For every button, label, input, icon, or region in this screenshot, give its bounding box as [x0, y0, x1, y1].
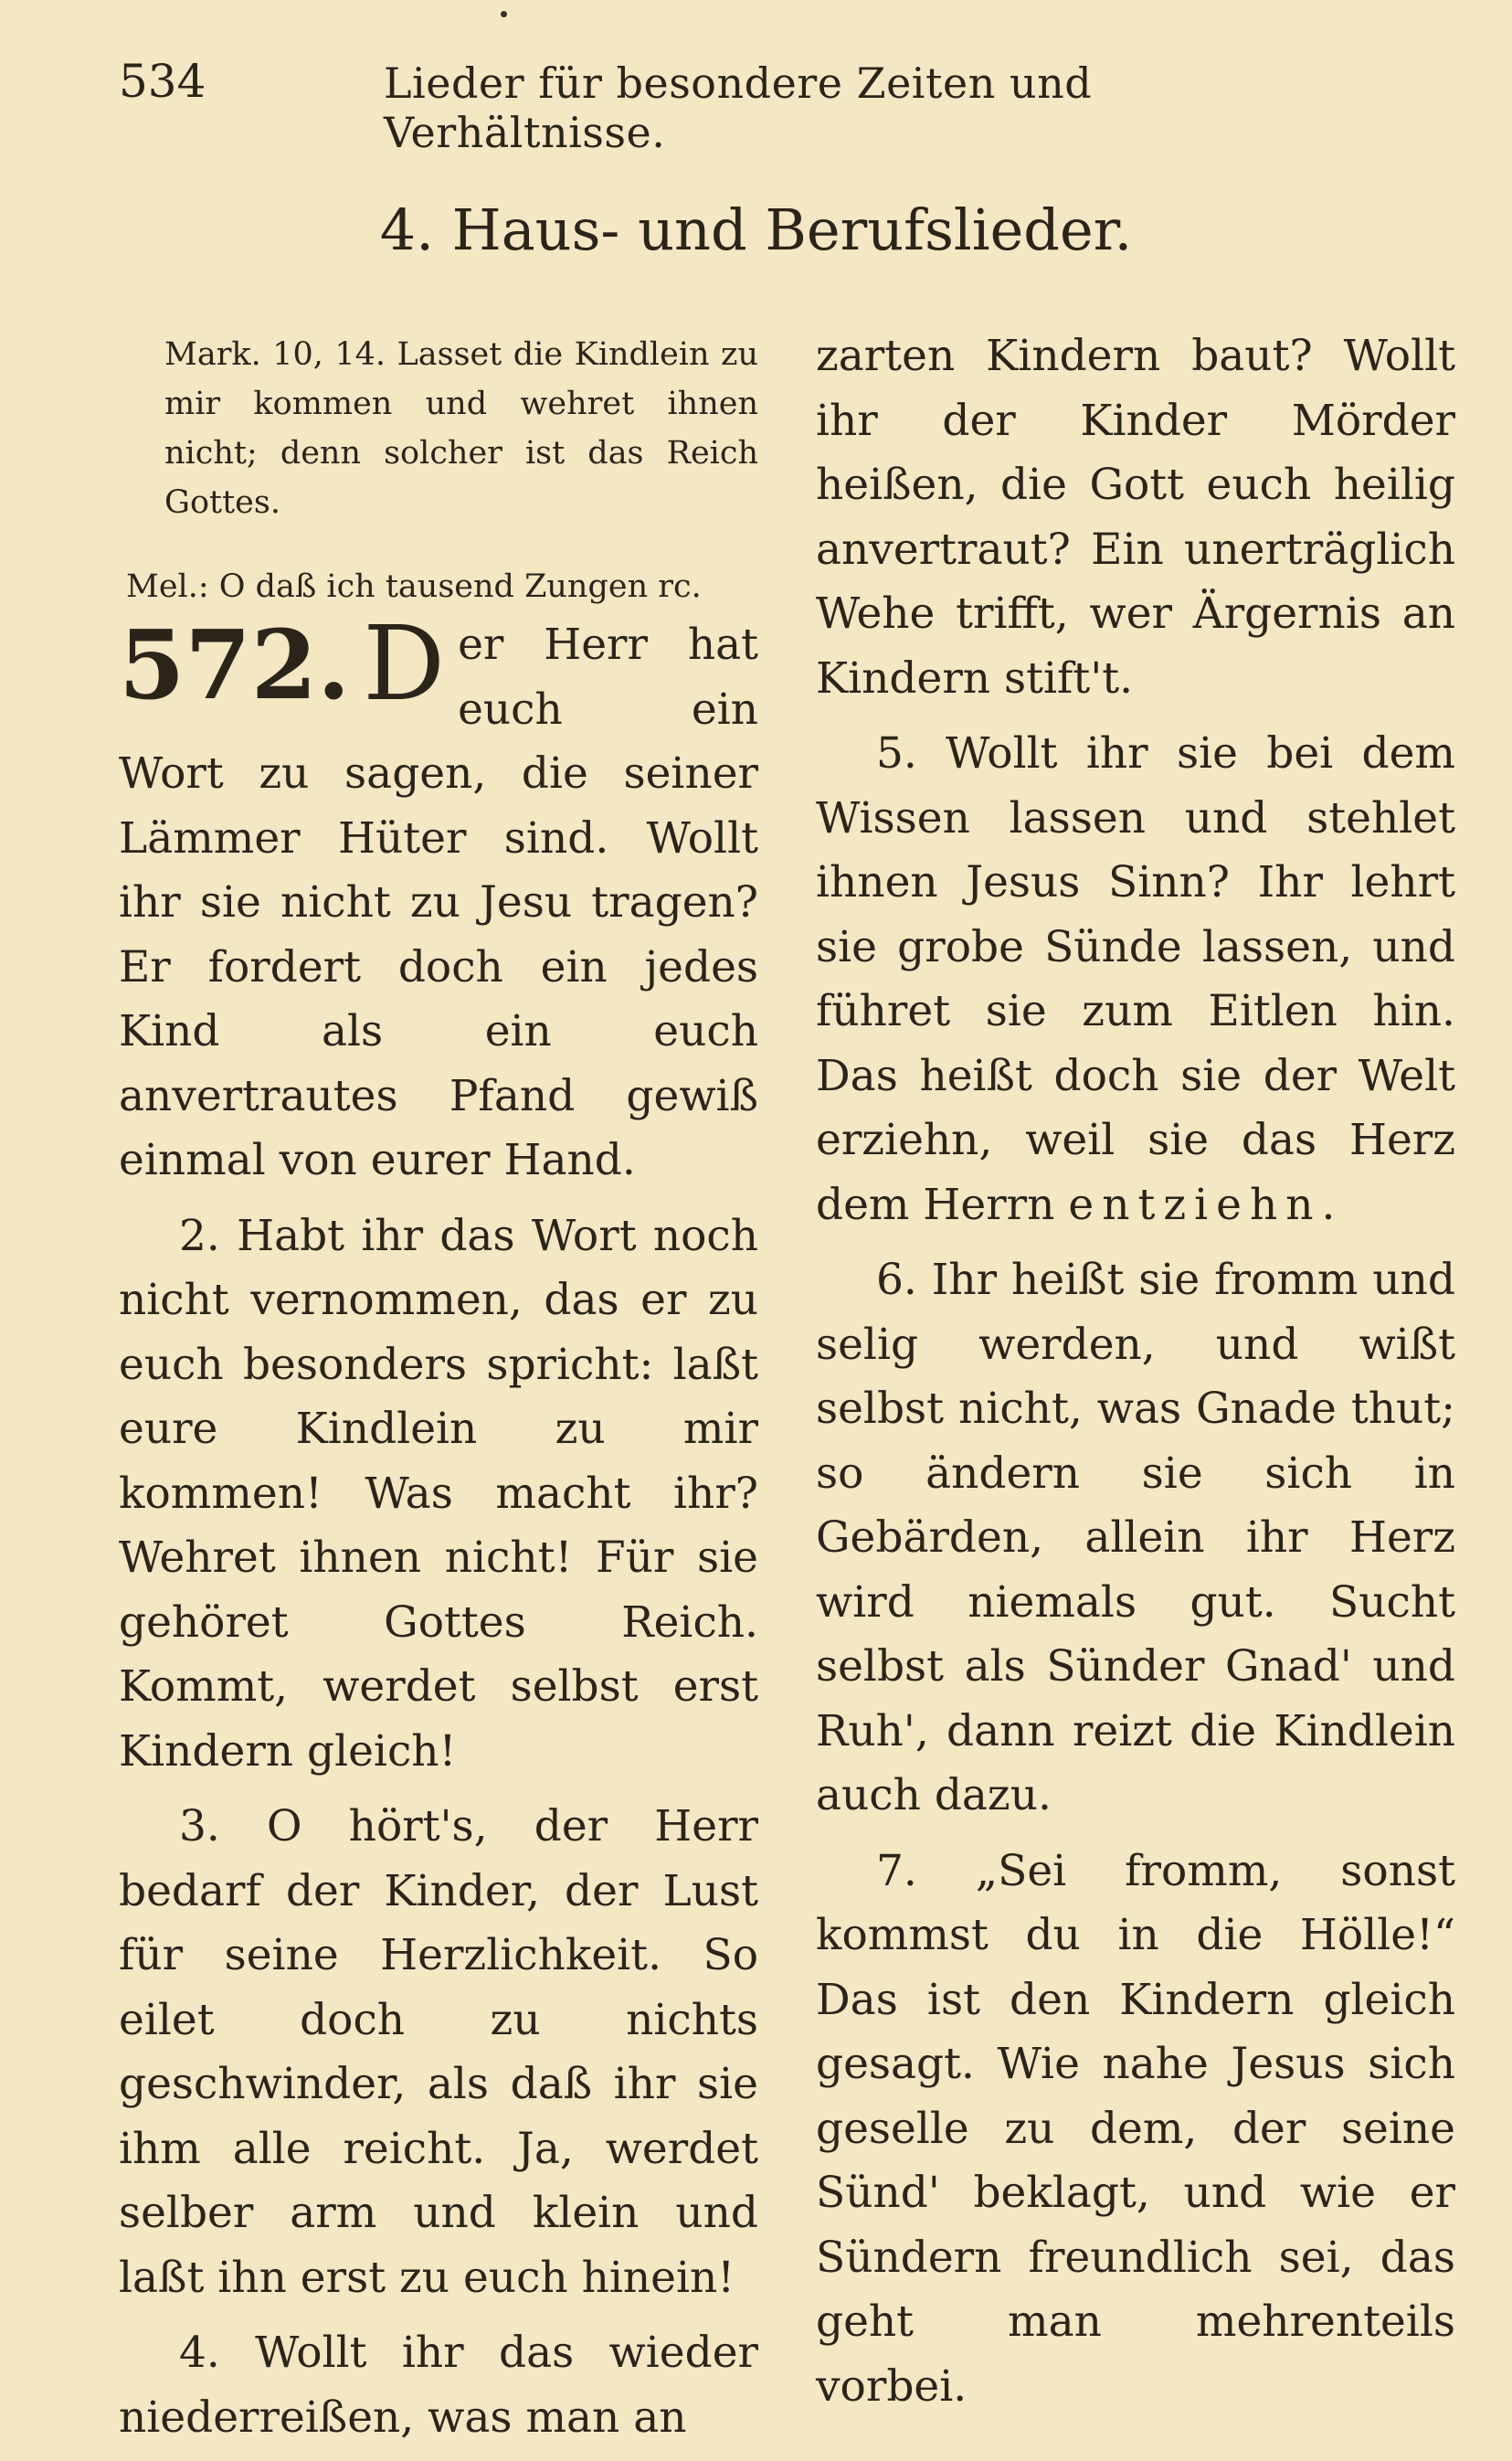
drop-initial: D [363, 605, 446, 724]
hymn-verse-4-start: 4. Wollt ihr das wieder niederreißen, was man an [119, 2328, 758, 2443]
bible-motto: Mark. 10, 14. Lasset die Kindlein zu mir kommen und wehret ihnen nicht; denn solcher ist das Reich Gottes. [164, 336, 758, 521]
ink-dot [501, 11, 507, 17]
hymn-verse-6: 6. Ihr heißt sie fromm und selig werden, und wißt selbst nicht, was Gnade thut; so ändern sie sich in Gebärden, allein ihr Herz wird niemals gut. Sucht selbst als Sünder Gnad' und Ruh', dann reizt die Kindlein auch dazu. [816, 1255, 1455, 1820]
verse-5-emphasis: entziehn. [1068, 1179, 1344, 1230]
verse-1-text: er Herr hat euch ein Wort zu sagen, die seiner Lämmer Hüter sind. Wollt ihr sie nicht zu Jesu tragen? Er fordert doch ein jedes Kind als ein euch anvertrautes Pfand gewiß einmal von eurer Hand. [119, 620, 758, 1185]
verse-5-text: 5. Wollt ihr sie bei dem Wissen lassen und stehlet ihnen Jesus Sinn? Ihr lehrt sie grobe Sünde lassen, und führet sie zum Eitlen hin. Das heißt doch sie der Welt erziehn, weil sie das Herz dem Herrn [816, 728, 1455, 1230]
hymn-verse-4-continued: zarten Kindern baut? Wollt ihr der Kinder Mörder heißen, die Gott euch heilig anvertraut? Ein unerträglich Wehe trifft, wer Ärgernis an Kindern stift't. [816, 331, 1455, 704]
left-column [119, 324, 758, 2461]
running-title: Lieder für besondere Zeiten und Verhältnisse. [384, 58, 1093, 157]
hymn-verse-5 [816, 722, 1455, 1237]
page-number: 534 [119, 55, 206, 108]
melody-line: Mel.: O daß ich tausend Zungen rc. [126, 568, 702, 605]
hymn-verse-1 [119, 605, 758, 1193]
hymn-verse-3: 3. O hört's, der Herr bedarf der Kinder, der Lust für seine Herzlichkeit. So eilet doch zu nichts geschwinder, als daß ihr sie ihm alle reicht. Ja, werdet selber arm und klein und laßt ihn erst zu euch hinein! [119, 1801, 758, 2303]
right-column [816, 324, 1455, 2430]
hymn-verse-2: 2. Habt ihr das Wort noch nicht vernommen, das er zu euch besonders spricht: laßt eure Kindlein zu mir kommen! Was macht ihr? Wehret ihnen nicht! Für sie gehöret Gottes Reich. Kommt, werdet selbst erst Kindern gleich! [119, 1210, 758, 1777]
page-header [119, 55, 1188, 157]
hymn-number: 572. [119, 609, 351, 721]
hymn-verse-7: 7. „Sei fromm, sonst kommst du in die Hölle!“ Das ist den Kindern gleich gesagt. Wie nahe Jesus sich geselle zu dem, der seine Sünd' beklagt, und wie er Sündern freundlich sei, das geht man mehrenteils vorbei. [816, 1845, 1455, 2412]
section-title: 4. Haus- und Berufslieder. [379, 196, 1133, 263]
